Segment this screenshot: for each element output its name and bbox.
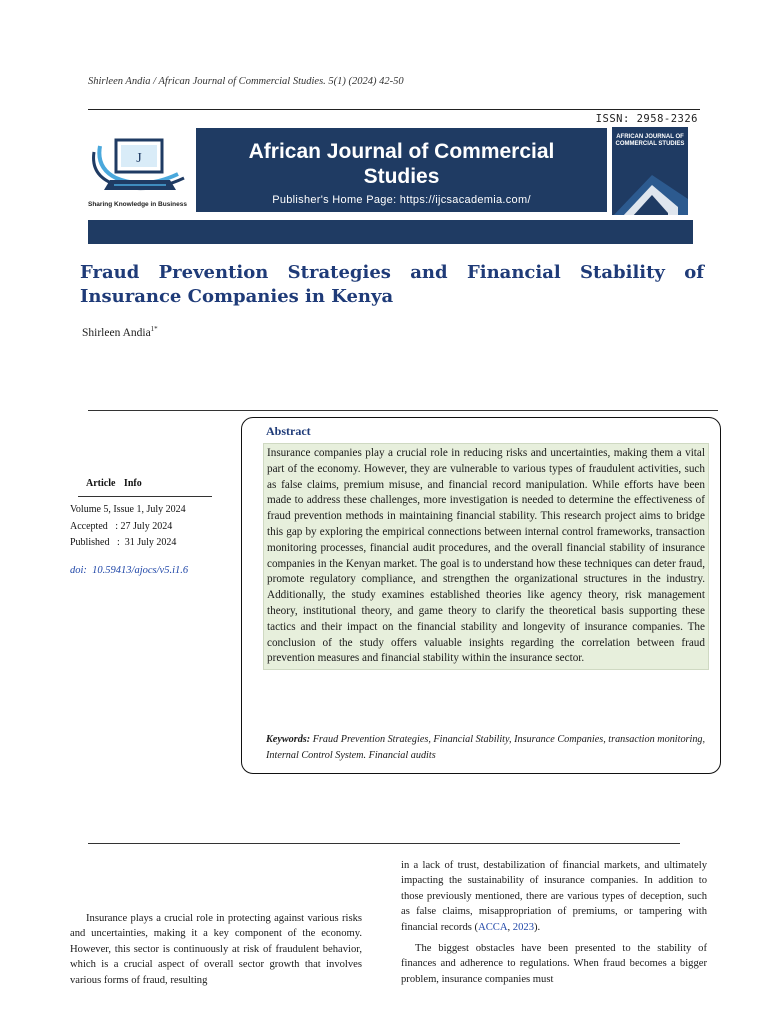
article-info (70, 478, 212, 576)
keywords-label: Keywords: (266, 734, 311, 745)
abstract-heading: Abstract (266, 424, 311, 438)
running-head: Shirleen Andia / African Journal of Commercial Studies. 5(1) (2024) 42-50 (88, 76, 404, 87)
journal-title-line1: African Journal of Commercial (248, 140, 555, 163)
journal-title-line2: Studies (363, 165, 440, 189)
author-affiliation-mark: 1* (150, 325, 158, 333)
abstract-text: Insurance companies play a crucial role in reducing risks and uncertainties, making them a vital part of the economy. However, they are vulnerable to various types of fraudulent activities, such as false claims, premium misuse, and financial record manipulation. While efforts have been made to address these challenges, more investigation is needed to determine the effectiveness of fraud prevention methods in maintaining financial stability. This research project aims to bridge this gap by exploring the empirical connections between internal control frameworks, transaction monitoring processes, financial audit procedures, and the overall financial stability of insurance companies in the Kenyan market. The goal is to understand how these techniques can deter fraud, promote regulatory compliance, and strengthen the organizational structures in the industry. Additionally, the study examines established theories like agency theory, risk management theory, institutional theory, and game theory to clarify the theoretical basis supporting these tactics and their impact on the financial stability and longevity of insurance companies. The conclusion of the study offers valuable insights regarding the correlation between fraud prevention measures and financial stability within the insurance sector. (263, 443, 709, 670)
author-name (82, 325, 158, 339)
article-info-rule (78, 496, 212, 497)
keywords-list: Fraud Prevention Strategies, Financial Stability, Insurance Companies, transaction monitoring, Internal Control System. Financial audits (266, 734, 706, 761)
publisher-homepage-link[interactable]: Publisher's Home Page: https://ijcsacademia.com/ (272, 194, 531, 207)
article-accepted: Accepted : 27 July 2024 (70, 520, 173, 532)
keywords (266, 732, 711, 764)
article-volume: Volume 5, Issue 1, July 2024 (70, 504, 186, 515)
body-paragraph-2: The biggest obstacles have been presented to the stability of finances and adherence to regulations. When fraud becomes a bigger problem, insurance companies must (401, 943, 707, 985)
body-left-column (70, 911, 362, 988)
journal-banner (196, 128, 607, 212)
body-rule (88, 843, 680, 844)
header-band (88, 220, 693, 244)
intro-paragraph: Insurance plays a crucial role in protecting against various risks and uncertainties, making it a key component of the economy. However, this sector is continuously at risk of fraudulent behavior, which is a crucial aspect of overall sector growth that involves various forms of fraud, resulting (70, 913, 362, 986)
logo-letter: J (136, 151, 142, 166)
abstract-box (241, 417, 721, 774)
paper-title: Fraud Prevention Strategies and Financial Stability of Insurance Companies in Kenya (80, 262, 704, 307)
article-published: Published : 31 July 2024 (70, 537, 177, 548)
journal-cover-thumbnail (612, 127, 688, 215)
top-rule (88, 109, 700, 110)
citation-acca-link[interactable]: ACCA (478, 921, 508, 933)
citation-year-link[interactable]: 2023 (512, 921, 534, 933)
citation-separator: , (507, 921, 513, 933)
article-info-heading: Article Info (86, 478, 142, 489)
section-rule (88, 410, 718, 411)
logo-tagline: Sharing Knowledge in Business (88, 201, 187, 208)
issn: ISSN: 2958-2326 (595, 113, 698, 125)
cover-title: AFRICAN JOURNAL OF COMMERCIAL STUDIES (615, 134, 685, 147)
article-doi-link[interactable]: doi: 10.59413/ajocs/v5.i1.6 (70, 564, 189, 576)
body-paragraph-1-end: ). (533, 921, 541, 933)
journal-title (196, 139, 607, 189)
body-paragraph-1-text: in a lack of trust, destabilization of financial markets, and ultimately impacting the sustainability of insurance companies. In addition to those previously mentioned, there are various types of deception, such as false claims, misappropriation of premiums, or tampering with financial records ( (401, 860, 707, 933)
body-right-column (401, 858, 707, 987)
author-text: Shirleen Andia (82, 326, 151, 339)
body-paragraph-1 (401, 858, 707, 935)
cover-graphic-icon (612, 157, 688, 215)
